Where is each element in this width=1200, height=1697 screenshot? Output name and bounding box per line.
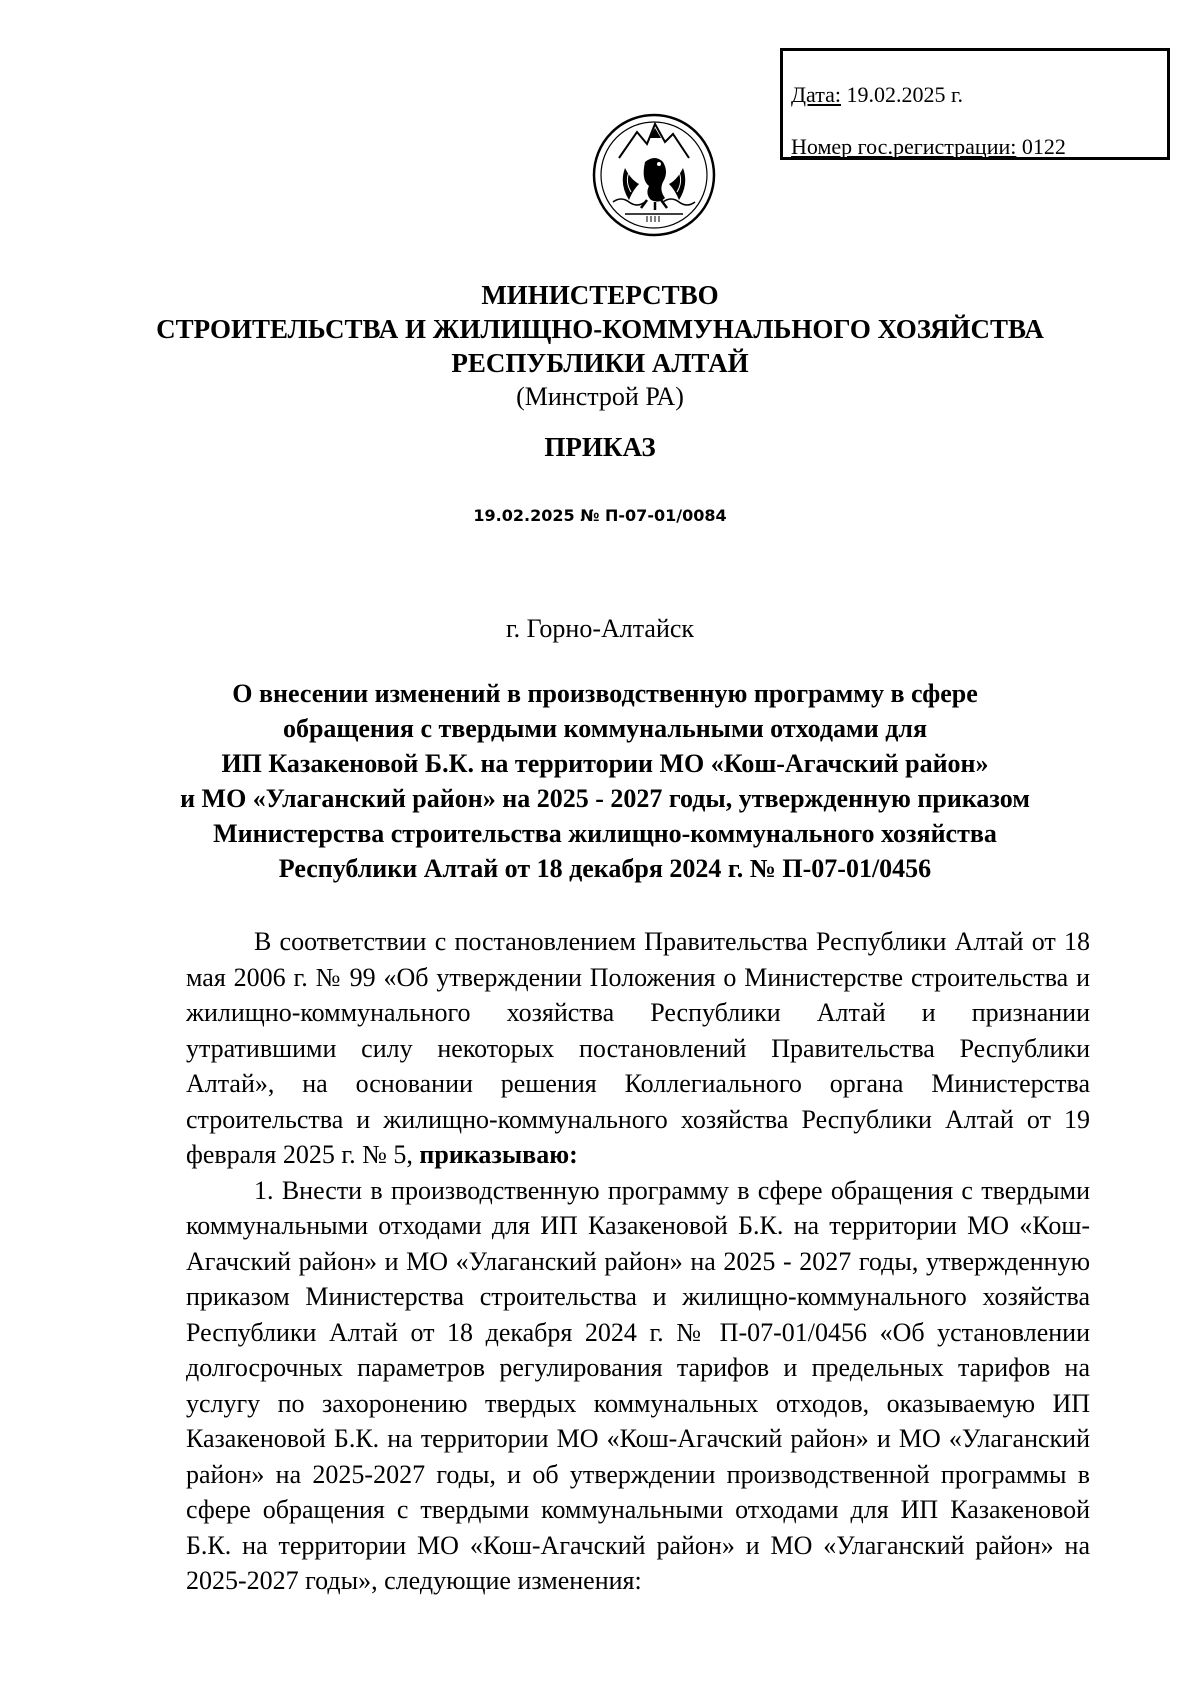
- ministry-name-line3: РЕСПУБЛИКИ АЛТАЙ: [451, 348, 749, 378]
- body-paragraph-item-1: [186, 1173, 1090, 1599]
- order-number: 19.02.2025 № П-07-01/0084: [473, 506, 727, 525]
- registration-date-value: 19.02.2025 г.: [846, 82, 964, 107]
- order-subject: [120, 676, 1090, 886]
- preamble-text: В соответствии с постановлением Правительства Республики Алтай от 18 мая 2006 г. № 99 «Об утверждении Положения о Министерстве строительства и жилищно-коммунального хозяйства Республики Алтай и признании утратившими силу некоторых постановлений Правительства Республики Алтай», на основании решения Коллегиального органа Министерства строительства и жилищно-коммунального хозяйства Республики Алтай от 19 февраля 2025 г. № 5,: [186, 927, 1090, 1169]
- order-body: [186, 924, 1090, 1599]
- registration-date-label: Дата:: [791, 82, 841, 107]
- order-title: ПРИКАЗ: [544, 432, 656, 462]
- body-paragraph-preamble: [186, 924, 1090, 1173]
- order-city: г. Горно-Алтайск: [505, 614, 695, 643]
- registration-number-label: Номер гос.регистрации:: [791, 134, 1017, 159]
- item-1-text: 1. Внести в производственную программу в сфере обращения с твердыми коммунальными отходами для ИП Казакеновой Б.К. на территории МО «Кош-Агачский район» и МО «Улаганский район» на 2025 - 2027 годы, утвержденную приказом Министерства строительства и жилищно-коммунального хозяйства Республики Алтай от 18 декабря 2024 г. № П-07-01/0456 «Об установлении долгосрочных параметров регулирования тарифов и предельных тарифов на услугу по захоронению твердых коммунальных отходов, оказываемую ИП Казакеновой Б.К. на территории МО «Кош-Агачский район» и МО «Улаганский район» на 2025-2027 годы, и об утверждении производственной программы в сфере обращения с твердыми коммунальными отходами для ИП Казакеновой Б.К. на территории МО «Кош-Агачский район» и МО «Улаганский район» на 2025-2027 годы», следующие изменения:: [186, 1175, 1090, 1595]
- ministry-name-line2: СТРОИТЕЛЬСТВА И ЖИЛИЩНО-КОММУНАЛЬНОГО ХОЗЯЙСТВА: [156, 314, 1044, 344]
- ministry-abbreviation: (Минстрой РА): [516, 382, 684, 411]
- registration-stamp: [780, 48, 1170, 160]
- subject-line: ИП Казакеновой Б.К. на территории МО «Кош-Агачский район»: [221, 749, 989, 778]
- coat-of-arms-icon: [589, 110, 719, 240]
- registration-number-row: [791, 121, 1167, 173]
- ministry-header: [0, 278, 1200, 414]
- subject-line: Министерства строительства жилищно-коммунального хозяйства: [213, 819, 997, 848]
- subject-line: Республики Алтай от 18 декабря 2024 г. № П-07-01/0456: [278, 854, 932, 883]
- subject-line: и МО «Улаганский район» на 2025 - 2027 годы, утвержденную приказом: [180, 784, 1030, 813]
- order-keyword: приказываю:: [419, 1140, 578, 1169]
- subject-line: обращения с твердыми коммунальными отходами для: [282, 714, 928, 743]
- registration-date-row: [791, 69, 1167, 121]
- ministry-name-line1: МИНИСТЕРСТВО: [481, 280, 719, 310]
- subject-line: О внесении изменений в производственную программу в сфере: [232, 679, 978, 708]
- registration-number-value: 0122: [1021, 134, 1066, 159]
